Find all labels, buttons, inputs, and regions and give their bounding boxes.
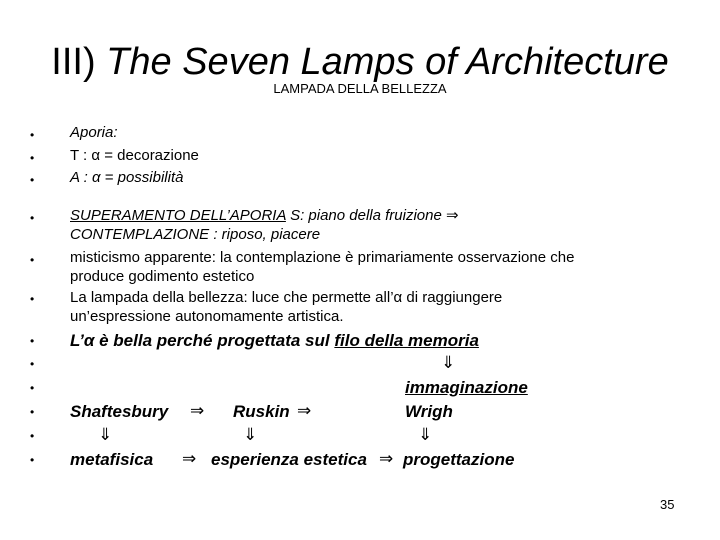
aporia-line-a: A : α = possibilità (70, 169, 184, 186)
immaginazione-label: immaginazione (405, 378, 528, 397)
bullet-marker: • (30, 292, 35, 306)
arrow-down-icon: ⇓ (243, 425, 258, 445)
contemplazione-line: CONTEMPLAZIONE : riposo, piacere (70, 226, 321, 243)
bullet-marker: • (30, 381, 35, 395)
arrow-down-icon: ⇓ (98, 425, 113, 445)
bullet-marker: • (30, 151, 35, 165)
progettazione-label: progettazione (403, 450, 515, 469)
godimento-line: produce godimento estetico (70, 268, 255, 285)
aporia-line-t: T : α = decorazione (70, 147, 199, 164)
memoria-line (70, 330, 479, 351)
bullet-marker: • (30, 429, 35, 443)
title-italic: The Seven Lamps of Architecture (106, 41, 669, 83)
wrigh-label: Wrigh (405, 402, 453, 421)
right-arrow-icon: ⇒ (297, 401, 312, 421)
misticismo-line: misticismo apparente: la contemplazione è primariamente osservazione che (70, 249, 575, 266)
bullet-marker: • (30, 405, 35, 419)
lampada-line: La lampada della bellezza: luce che permette all’α di raggiungere (70, 289, 503, 306)
bullet-marker: • (30, 173, 35, 187)
title-prefix: III) (51, 41, 107, 83)
slide-title (0, 40, 720, 84)
metafisica-label: metafisica (70, 450, 154, 469)
shaftesbury-label: Shaftesbury (70, 402, 169, 421)
superamento-underlined: SUPERAMENTO DELL’APORIA (70, 207, 286, 224)
bullet-marker: • (30, 128, 35, 142)
right-arrow-icon: ⇒ (182, 449, 197, 469)
right-arrow-icon: ⇒ (379, 449, 394, 469)
memoria-line-start: L’α è bella perché progettata sul (70, 331, 335, 350)
superamento-line (70, 207, 459, 225)
espressione-line: un’espressione autonomamente artistica. (70, 308, 344, 325)
arrow-down-icon: ⇓ (418, 425, 433, 445)
bullet-marker: • (30, 211, 35, 225)
ruskin-label: Ruskin (233, 402, 290, 421)
memoria-line-underlined: filo della memoria (334, 331, 479, 350)
arrow-down-icon: ⇓ (441, 353, 456, 373)
page-number: 35 (660, 497, 675, 512)
aporia-heading: Aporia: (70, 124, 118, 141)
right-arrow-icon: ⇒ (190, 401, 205, 421)
bullet-marker: • (30, 357, 35, 371)
bullet-marker: • (30, 453, 35, 467)
slide-subtitle: LAMPADA DELLA BELLEZZA (273, 81, 447, 96)
esperienza-label: esperienza estetica (211, 450, 367, 469)
bullet-marker: • (30, 334, 35, 348)
bullet-marker: • (30, 253, 35, 267)
superamento-rest: S: piano della fruizione ⇒ (285, 207, 459, 224)
